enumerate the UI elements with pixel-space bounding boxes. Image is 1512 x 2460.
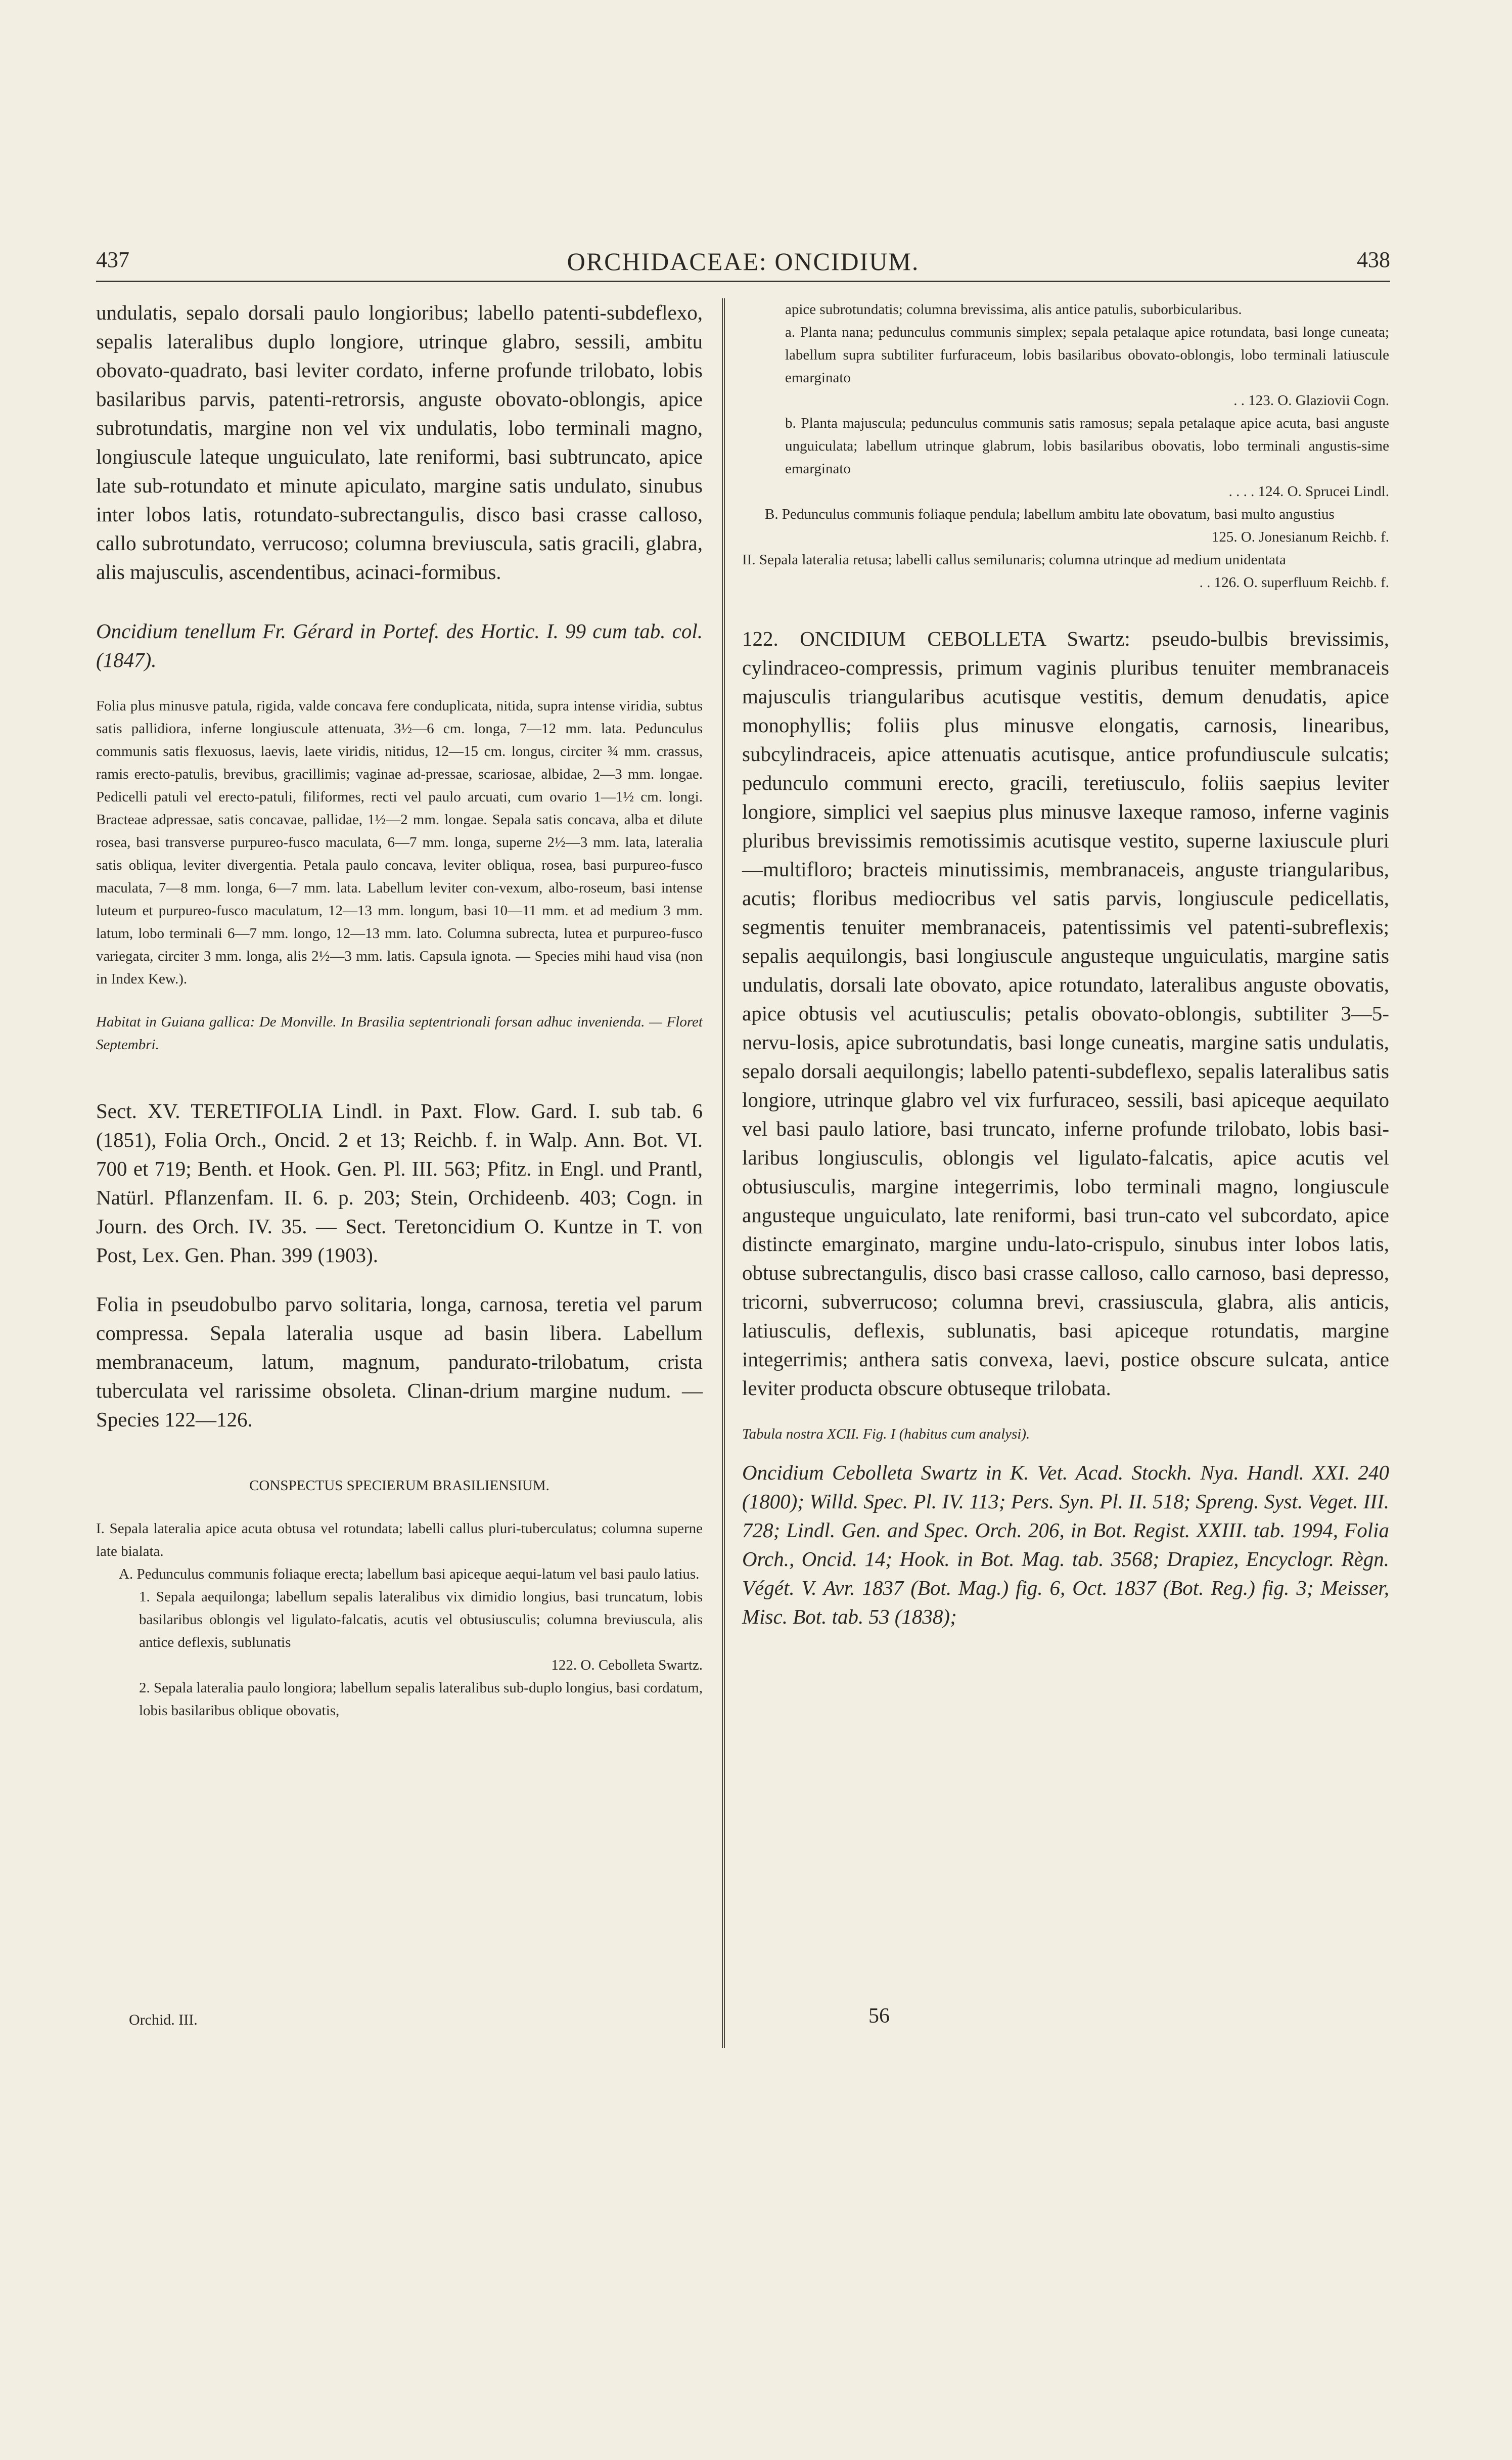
citation: Oncidium tenellum Fr. Gérard in Portef. des Hortic. I. 99 cum tab. col. (1847). bbox=[96, 619, 703, 672]
key-A: A. Pedunculus communis foliaque erecta; labellum basi apiceque aequi-latum vel basi paulo latius. bbox=[119, 1566, 700, 1582]
key-1-result: 122. O. Cebolleta Swartz. bbox=[551, 1657, 703, 1673]
key-1: 1. Sepala aequilonga; labellum sepalis lateralibus vix dimidio longius, basi truncatum, lobis basilaribus oblongis vel ligulato-falcatis, acutis vel obtusiusculis; columna breviuscula, alis antice deflexis, sublunatis bbox=[139, 1589, 703, 1650]
key-2: 2. Sepala lateralia paulo longiora; labellum sepalis lateralibus sub-duplo longius, basi cordatum, lobis basilaribus oblique obovatis, bbox=[139, 1680, 703, 1719]
key-I: I. Sepala lateralia apice acuta obtusa vel rotundata; labelli callus pluri-tuberculatus; columna superne late bialata. bbox=[96, 1520, 703, 1559]
conspectus-title: CONSPECTUS SPECIERUM BRASILIENSIUM. bbox=[249, 1478, 549, 1494]
key-2-continued: apice subrotundatis; columna brevissima, alis antice patulis, suborbicularibus. bbox=[785, 301, 1242, 318]
key-II: II. Sepala lateralia retusa; labelli callus semilunaris; columna utrinque ad medium unidentata bbox=[742, 552, 1286, 568]
species-heading: 122. ONCIDIUM CEBOLLETA Swartz: bbox=[742, 627, 1130, 650]
running-title: ORCHIDACEAE: ONCIDIUM. bbox=[567, 247, 920, 276]
page-number-left: 437 bbox=[96, 247, 129, 272]
page-number-right: 438 bbox=[1357, 247, 1390, 272]
right-column bbox=[742, 298, 1389, 1631]
key-II-result: . . 126. O. superfluum Reichb. f. bbox=[1199, 574, 1389, 591]
intro-paragraph: undulatis, sepalo dorsali paulo longioribus; labello patenti-subdeflexo, sepalis lateralibus duplo longiore, utrinque glabro, sessili, ambitu obovato-quadrato, basi leviter cordato, inferne profunde trilobato, lobis basilaribus parvis, patenti-retrorsis, anguste obovato-oblongis, apice subrotundatis, margine non vel vix undulatis, lobo terminali magno, longiuscule lateque unguiculato, late reniformi, basi subtruncato, apice late sub-rotundato et minute apiculato, margine satis undulato, sinubus inter lobos latis, rotundato-subrectangulis, disco basi crasse calloso, callo subrotundato, verrucoso; columna breviuscula, satis gracili, glabra, alis majusculis, ascendentibus, acinaci-formibus. bbox=[96, 301, 703, 584]
left-column bbox=[96, 298, 703, 1722]
column-divider bbox=[722, 298, 725, 2048]
section-description: Folia in pseudobulbo parvo solitaria, longa, carnosa, teretia vel parum compressa. Sepala lateralia usque ad basin libera. Labellum membranaceum, latum, magnum, pandurato-trilobatum, crista tuberculata vel rarissime obsoleta. Clinan-drium margine nudum. — Species 122—126. bbox=[96, 1292, 703, 1431]
running-header bbox=[96, 247, 1390, 282]
footer-left: Orchid. III. bbox=[129, 2011, 198, 2028]
section-heading: Sect. XV. TERETIFOLIA Lindl. in Paxt. Flow. Gard. I. sub tab. 6 (1851), Folia Orch., Oncid. 2 et 13; Reichb. f. in Walp. Ann. Bot. VI. 700 et 719; Benth. et Hook. Gen. Pl. III. 563; Pfitz. in Engl. und Prantl, Natürl. Pflanzenfam. II. 6. p. 203; Stein, Orchideenb. 403; Cogn. in Journ. des Orch. IV. 35. — Sect. Teretoncidium O. Kuntze in T. von Post, Lex. Gen. Phan. 399 (1903). bbox=[96, 1099, 703, 1267]
key-B-result: 125. O. Jonesianum Reichb. f. bbox=[1211, 529, 1389, 545]
references: Oncidium Cebolleta Swartz in K. Vet. Acad. Stockh. Nya. Handl. XXI. 240 (1800); Willd. Spec. Pl. IV. 113; Pers. Syn. Pl. II. 518; Spreng. Syst. Veget. III. 728; Lindl. Gen. and Spec. Orch. 206, in Bot. Regist. XXIII. tab. 1994, Folia Orch., Oncid. 14; Hook. in Bot. Mag. tab. 3568; Drapiez, Encyclogr. Règn. Végét. V. Avr. 1837 (Bot. Mag.) fig. 6, Oct. 1837 (Bot. Reg.) fig. 3; Meisser, Misc. Bot. tab. 53 (1838); bbox=[742, 1461, 1389, 1628]
species-entry bbox=[742, 624, 1389, 1403]
footer-signature: 56 bbox=[868, 2004, 890, 2028]
key-a-result: . . 123. O. Glaziovii Cogn. bbox=[1233, 392, 1389, 409]
key-b: b. Planta majuscula; pedunculus communis satis ramosus; sepala petalaque apice acuta, basi anguste unguiculata; labellum utrinque glabrum, lobis basilaribus obovatis, lobo terminali angustis-sime emarginato bbox=[785, 415, 1389, 477]
key-B: B. Pedunculus communis foliaque pendula; labellum ambitu late obovatum, basi multo angustius bbox=[765, 506, 1335, 522]
description-paragraph: Folia plus minusve patula, rigida, valde concava fere conduplicata, nitida, supra intense viridia, subtus satis pallidiora, inferne longiuscule attenuata, 3½—6 cm. longa, 7—12 mm. lata. Pedunculus communis satis flexuosus, laevis, laete viridis, nitidus, 12—15 cm. longus, circiter ¾ mm. crassus, ramis erecto-patulis, brevibus, gracillimis; vaginae ad-pressae, scariosae, albidae, 2—3 mm. longae. Pedicelli patuli vel erecto-patuli, filiformes, recti vel paulo arcuati, cum ovario 1—1½ cm. longi. Bracteae adpressae, satis concavae, pallidae, 1½—2 mm. longae. Sepala satis concava, alba et dilute rosea, basi transverse purpureo-fusco maculata, 6—7 mm. longa, superne 2½—3 mm. lata, lateralia satis obliqua, leviter divergentia. Petala paulo concava, leviter obliqua, rosea, basi purpureo-fusco maculata, 7—8 mm. longa, 6—7 mm. lata. Labellum leviter con-vexum, albo-roseum, basi intense luteum et purpureo-fusco maculatum, 12—13 mm. longum, basi 10—11 mm. et ad medium 3 mm. latum, lobo terminali 6—7 mm. longo, 12—13 mm. lato. Columna subrecta, lutea et purpureo-fusco variegata, circiter 3 mm. longa, alis 2½—3 mm. latis. Capsula ignota. — Species mihi haud visa (non in Index Kew.). bbox=[96, 698, 703, 987]
key-a: a. Planta nana; pedunculus communis simplex; sepala petalaque apice rotundata, basi longe cuneata; labellum supra subtiliter furfuraceum, lobis basilaribus obovato-oblongis, lobo terminali latiuscule emarginato bbox=[785, 324, 1389, 386]
key-b-result: . . . . 124. O. Sprucei Lindl. bbox=[1228, 483, 1389, 500]
header-rule bbox=[96, 281, 1390, 282]
tabula-caption: Tabula nostra XCII. Fig. I (habitus cum analysi). bbox=[742, 1426, 1030, 1442]
habitat: Habitat in Guiana gallica: De Monville. In Brasilia septentrionali forsan adhuc invenienda. — Floret Septembri. bbox=[96, 1014, 703, 1053]
species-description: pseudo-bulbis brevissimis, cylindraceo-compressis, primum vaginis pluribus tenuiter membranaceis majusculis triangularibus acutisque vestitis, demum denudatis, apice monophyllis; foliis plus minusve elongatis, carnosis, linearibus, subcylindraceis, apice attenuatis acutisque, antice profundiuscule sulcatis; pedunculo communi erecto, gracili, teretiusculo, foliis saepius leviter longiore, simplici vel saepius plus minusve laxeque ramoso, inferne vaginis pluribus brevissimis remotissimis acutisque vestito, superne laxiuscule pluri—multifloro; bracteis minutissimis, membranaceis, anguste triangularibus, acutis; floribus mediocribus vel satis parvis, longiuscule pedicellatis, segmentis tenuiter membranaceis, patentissimis vel patenti-subreflexis; sepalis aequilongis, basi longiuscule angusteque unguiculatis, margine satis undulatis, dorsali late obovato, apice rotundato, lateralibus anguste obovatis, apice obtusis vel acutiusculis; petalis obovato-oblongis, subtiliter 3—5-nervu-losis, apice subrotundatis, basi longe cuneatis, margine satis undulatis, sepalo dorsali aequilongis; labello patenti-subdeflexo, sepalis lateralibus satis longiore, utrinque glabro vel vix furfuraceo, sessili, basi apiceque aequilato vel basi paulo latiore, basi truncato, inferne profunde trilobato, lobis basi-laribus longiusculis, oblongis vel ligulato-falcatis, apice acutis vel obtusiusculis, margine integerrimis, lobo terminali magno, longiuscule angusteque unguiculato, late reniformi, basi trun-cato vel subcordato, apice distincte emarginato, margine undu-lato-crispulo, sinubus inter lobos latis, obtuse subrectangulis, disco basi crasse calloso, callo carnoso, basi depresso, tricorni, subverrucoso; columna brevi, crassiuscula, glabra, alis anticis, latiusculis, deflexis, sublunatis, basi apiceque rotundatis, margine integerrimis; anthera satis convexa, laevi, postice obscure sulcata, antice leviter producta obscure obtuseque trilobata. bbox=[742, 627, 1390, 1400]
